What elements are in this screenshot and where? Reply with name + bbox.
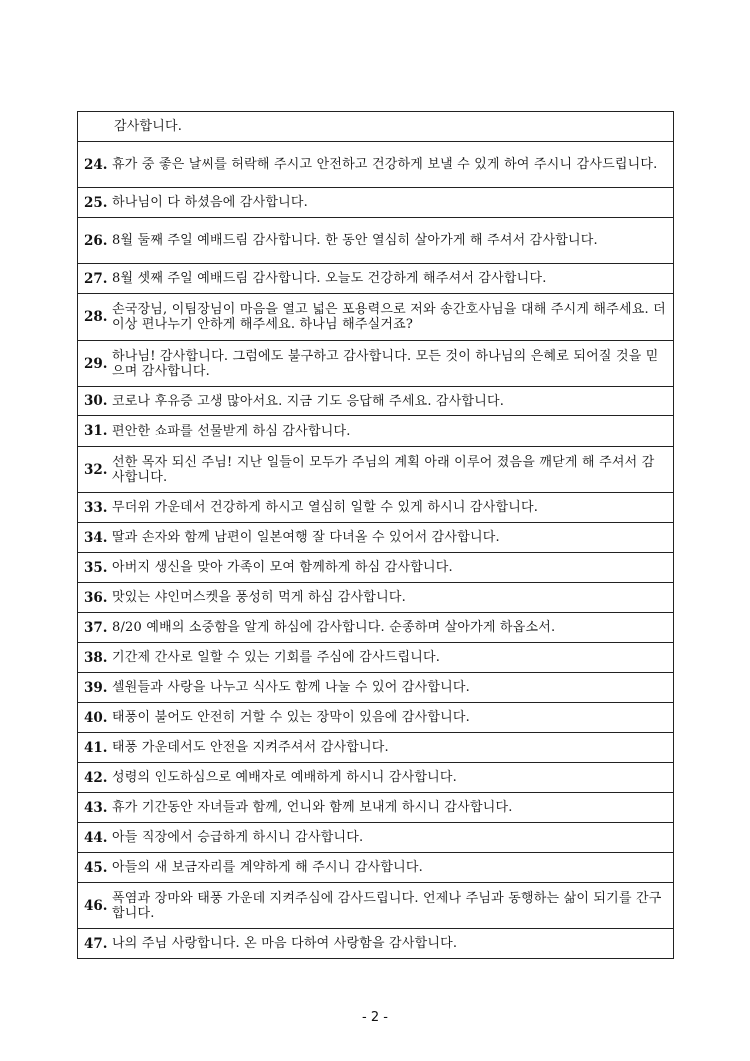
list-item — [78, 792, 673, 822]
item-number: 31. — [84, 423, 108, 439]
item-text: 선한 목자 되신 주님! 지난 일들이 모두가 주님의 계획 아래 이루어 졌음을 깨닫게 해 주셔서 감사합니다. — [112, 454, 655, 485]
item-number: 35. — [84, 559, 108, 576]
item-text: 맛있는 샤인머스켓을 풍성히 먹게 하심 감사합니다. — [112, 590, 406, 605]
item-number: 34. — [84, 529, 108, 546]
list-item-continuation — [78, 112, 673, 141]
item-text: 휴가 기간동안 자녀들과 함께, 언니와 함께 보내게 하시니 감사합니다. — [112, 800, 513, 815]
item-number: 44. — [84, 829, 108, 846]
item-text: 아버지 생신을 맞아 가족이 모여 함께하게 하심 감사합니다. — [112, 560, 453, 575]
item-text: 성령의 인도하심으로 예배자로 예배하게 하시니 감사합니다. — [112, 770, 457, 785]
list-item — [78, 522, 673, 552]
item-text: 셀원들과 사랑을 나누고 식사도 함께 나눌 수 있어 감사합니다. — [112, 680, 470, 695]
item-text: 하나님! 감사합니다. 그럼에도 불구하고 감사합니다. 모든 것이 하나님의 은혜로 되어질 것을 믿으며 감사합니다. — [112, 348, 659, 379]
item-text: 감사합니다. — [114, 119, 183, 134]
list-item — [78, 672, 673, 702]
item-text: 하나님이 다 하셨음에 감사합니다. — [112, 195, 308, 210]
list-item — [78, 340, 673, 386]
list-item — [78, 642, 673, 672]
item-text: 8월 둘째 주일 예배드림 감사합니다. 한 동안 열심히 살아가게 해 주셔서 감사합니다. — [112, 233, 598, 248]
list-item — [78, 732, 673, 762]
item-text: 8/20 예배의 소중함을 알게 하심에 감사합니다. 순종하며 살아가게 하옵소서. — [112, 620, 556, 635]
item-number: 29. — [84, 355, 108, 372]
item-text: 기간제 간사로 일할 수 있는 기회를 주심에 감사드립니다. — [112, 650, 441, 665]
page-number: - 2 - — [362, 1010, 388, 1025]
item-number: 32. — [84, 461, 108, 478]
item-number: 25. — [84, 194, 108, 211]
list-item — [78, 446, 673, 492]
item-number: 45. — [84, 859, 108, 876]
item-number: 46. — [84, 897, 108, 914]
item-number: 30. — [84, 393, 108, 409]
item-text: 휴가 중 좋은 날씨를 허락해 주시고 안전하고 건강하게 보낼 수 있게 하여 주시니 감사드립니다. — [112, 157, 658, 172]
gratitude-list — [77, 111, 674, 959]
list-item — [78, 552, 673, 582]
item-number: 41. — [84, 739, 108, 756]
item-text: 딸과 손자와 함께 남편이 일본여행 잘 다녀올 수 있어서 감사합니다. — [112, 530, 500, 545]
item-number: 26. — [84, 232, 108, 249]
item-text: 폭염과 장마와 태풍 가운데 지켜주심에 감사드립니다. 언제나 주님과 동행하는 삶이 되기를 간구합니다. — [112, 890, 662, 921]
list-item — [78, 852, 673, 882]
item-text: 8월 셋째 주일 예배드림 감사합니다. 오늘도 건강하게 해주셔서 감사합니다. — [112, 271, 547, 286]
item-number: 38. — [84, 649, 108, 666]
item-text: 아들 직장에서 승급하게 하시니 감사합니다. — [112, 830, 364, 845]
item-number: 36. — [84, 589, 108, 606]
list-item — [78, 263, 673, 293]
item-text: 편안한 쇼파를 선물받게 하심 감사합니다. — [112, 423, 351, 439]
item-text: 무더위 가운데서 건강하게 하시고 열심히 일할 수 있게 하시니 감사합니다. — [112, 500, 539, 515]
list-item — [78, 415, 673, 446]
list-item — [78, 492, 673, 522]
list-item — [78, 141, 673, 187]
list-item — [78, 217, 673, 263]
item-text: 태풍이 불어도 안전히 거할 수 있는 장막이 있음에 감사합니다. — [112, 710, 470, 725]
list-item — [78, 762, 673, 792]
list-item — [78, 187, 673, 217]
item-text: 태풍 가운데서도 안전을 지켜주셔서 감사합니다. — [112, 740, 389, 755]
list-item — [78, 293, 673, 340]
item-number: 40. — [84, 709, 108, 726]
item-number: 37. — [84, 619, 108, 636]
item-number: 43. — [84, 799, 108, 816]
list-item — [78, 612, 673, 642]
list-item — [78, 882, 673, 928]
item-text: 코로나 후유증 고생 많아서요. 지금 기도 응답해 주세요. 감사합니다. — [112, 393, 505, 409]
list-item — [78, 928, 673, 958]
list-item — [78, 582, 673, 612]
item-number: 27. — [84, 270, 108, 287]
item-text: 나의 주님 사랑합니다. 온 마음 다하여 사랑함을 감사합니다. — [112, 936, 458, 951]
list-item — [78, 822, 673, 852]
item-number: 39. — [84, 679, 108, 696]
item-number: 42. — [84, 769, 108, 786]
item-text: 손국장님, 이팀장님이 마음을 열고 넓은 포용력으로 저와 송간호사님을 대해 주시게 해주세요. 더 이상 편나누기 안하게 해주세요. 하나님 해주실거죠? — [112, 302, 666, 332]
item-number: 33. — [84, 499, 108, 516]
item-number: 24. — [84, 156, 108, 173]
item-number: 28. — [84, 309, 108, 325]
item-number: 47. — [84, 935, 108, 952]
list-item — [78, 386, 673, 415]
item-text: 아들의 새 보금자리를 계약하게 해 주시니 감사합니다. — [112, 860, 424, 875]
list-item — [78, 702, 673, 732]
